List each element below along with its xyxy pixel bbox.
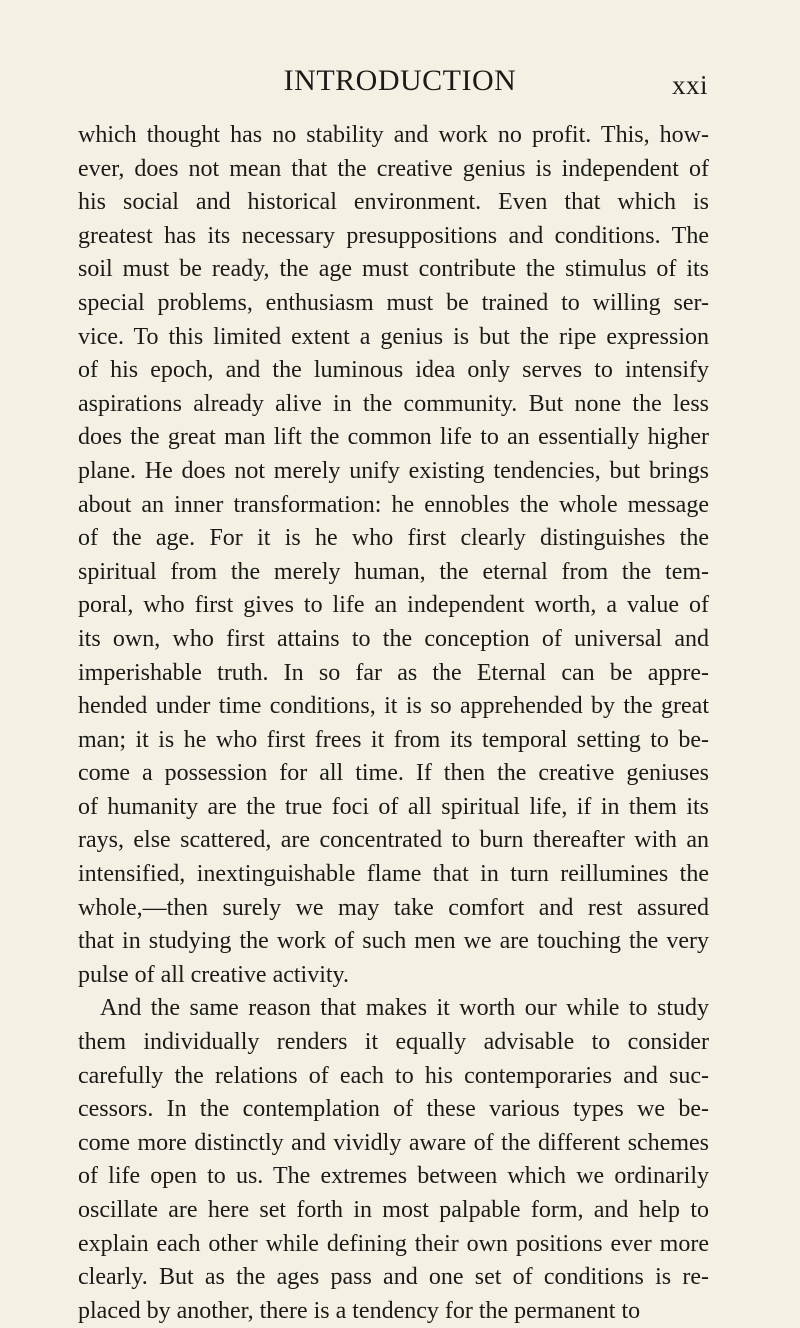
text-line: And the same reason that makes it worth our while to study <box>100 995 709 1022</box>
text-line: special problems, enthusiasm must be trained to willing ser- <box>78 289 709 316</box>
text-line: carefully the relations of each to his contemporaries and suc- <box>78 1062 709 1089</box>
text-line: them individually renders it equally advisable to consider <box>78 1029 709 1056</box>
text-line: come a possession for all time. If then the creative geniuses <box>78 760 709 787</box>
text-line: of his epoch, and the luminous idea only serves to intensify <box>78 357 709 384</box>
text-line: which thought has no stability and work no profit. This, how- <box>78 122 709 148</box>
text-line: rays, else scattered, are concentrated to burn thereafter with an <box>78 827 709 854</box>
text-line: oscillate are here set forth in most palpable form, and help to <box>78 1197 709 1223</box>
text-line: of the age. For it is he who first clearly distinguishes the <box>78 525 709 552</box>
text-line: poral, who first gives to life an independent worth, a value of <box>78 592 709 619</box>
text-line: that in studying the work of such men we are touching the very <box>78 928 709 955</box>
page-number: xxi <box>671 70 708 100</box>
text-line: placed by another, there is a tendency for the permanent to <box>78 1297 641 1324</box>
text-line: of life open to us. The extremes between which we ordinarily <box>78 1163 709 1190</box>
text-line: ever, does not mean that the creative genius is independent of <box>78 155 709 182</box>
text-line: whole,—then surely we may take comfort and rest assured <box>78 894 709 921</box>
text-line: plane. He does not merely unify existing tendencies, but brings <box>78 457 709 484</box>
text-line: explain each other while defining their own positions ever more <box>78 1230 709 1257</box>
text-line: soil must be ready, the age must contribute the stimulus of its <box>78 256 709 283</box>
text-line: spiritual from the merely human, the eternal from the tem- <box>78 558 709 585</box>
text-line: does the great man lift the common life to an essentially higher <box>78 424 709 451</box>
text-line: its own, who first attains to the conception of universal and <box>78 625 709 652</box>
text-line: his social and historical environment. Even that which is <box>78 189 709 216</box>
text-line: greatest has its necessary presuppositions and conditions. The <box>78 222 709 249</box>
text-line: imperishable truth. In so far as the Eternal can be appre- <box>78 659 709 686</box>
text-line: vice. To this limited extent a genius is but the ripe expression <box>78 323 709 350</box>
paragraph <box>78 992 709 1328</box>
text-line: aspirations already alive in the community. But none the less <box>78 390 709 417</box>
body-text <box>78 119 709 1328</box>
text-line: intensified, inextinguishable flame that in turn reillumines the <box>78 861 709 888</box>
text-line: about an inner transformation: he ennobles the whole message <box>78 491 709 518</box>
text-line: hended under time conditions, it is so apprehended by the great <box>78 693 709 720</box>
text-line: of humanity are the true foci of all spiritual life, if in them its <box>78 793 709 820</box>
running-head <box>0 64 800 104</box>
text-line: come more distinctly and vividly aware of the different schemes <box>78 1129 709 1156</box>
text-line: cessors. In the contemplation of these various types we be- <box>78 1096 709 1123</box>
paragraph <box>78 119 709 992</box>
text-line: pulse of all creative activity. <box>78 961 349 988</box>
running-title: INTRODUCTION <box>283 64 517 97</box>
text-line: man; it is he who first frees it from its temporal setting to be- <box>78 726 709 753</box>
text-line: clearly. But as the ages pass and one set of conditions is re- <box>78 1264 709 1291</box>
